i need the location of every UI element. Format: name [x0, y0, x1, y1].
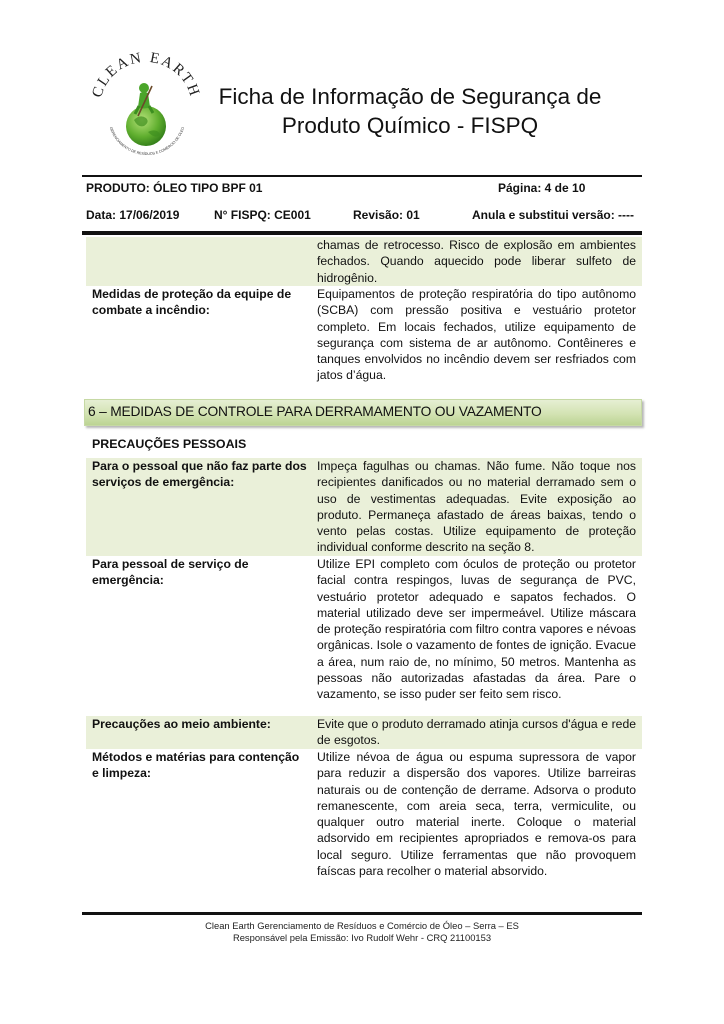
- fispq-number: N° FISPQ: CE001: [214, 208, 311, 222]
- section-title: 6 – MEDIDAS DE CONTROLE PARA DERRAMAMENTO OU VAZAMENTO: [88, 404, 542, 419]
- product-name: PRODUTO: ÓLEO TIPO BPF 01: [86, 181, 263, 195]
- row-label: Para o pessoal que não faz parte dos serviços de emergência:: [92, 459, 307, 490]
- svg-text:GERENCIAMENTO DE RESÍDUOS E CO: GERENCIAMENTO DE RESÍDUOS E COMÉRCIO DE ÓLEO: [108, 126, 186, 157]
- header-thick-divider: [82, 231, 642, 235]
- row-label: Medidas de proteção da equipe de combate a incêndio:: [92, 287, 292, 318]
- table-row: [86, 749, 642, 879]
- document-date: Data: 17/06/2019: [86, 208, 180, 222]
- row-value: Evite que o produto derramado atinja cursos d'água e rede de esgotos.: [317, 717, 636, 748]
- page-number: Página: 4 de 10: [498, 181, 586, 195]
- replaces-version: Anula e substitui versão: ----: [472, 208, 635, 222]
- svg-text:CLEAN EARTH: CLEAN EARTH: [89, 49, 203, 100]
- row-label: Para pessoal de serviço de emergência:: [92, 557, 249, 588]
- row-value: Utilize névoa de água ou espuma supressora de vapor para reduzir a dispersão dos vapores. Utilize barreiras naturais ou de contenção de derrame. Adsorva o produto remanescente, com areia seca, terra, vermiculite, ou qualquer outro material inerte. Coloque o material adsorvido em recipientes apropriados e remova-os para local seguro. Utilize ferramentas que não provoquem faíscas para recolher o material absorvido.: [317, 750, 636, 879]
- table-row: [86, 286, 642, 384]
- footer-divider: [82, 912, 642, 915]
- row-value: Impeça fagulhas ou chamas. Não fume. Não toque nos recipientes danificados ou no material derramado sem o uso de vestimentas adequadas. Evite exposição ao produto. Permaneça afastado de áreas baixas, tendo o vento pelas costas. Utilize equipamento de proteção individual conforme descrito na seção 8.: [317, 459, 636, 555]
- row-label: Precauções ao meio ambiente:: [92, 717, 271, 731]
- title-line-1: Ficha de Informação de Segurança de: [218, 84, 602, 109]
- table-row: [86, 237, 642, 286]
- company-logo: [82, 46, 208, 158]
- table-row: [86, 458, 642, 556]
- header-divider: [82, 175, 642, 177]
- clean-earth-logo-icon: [82, 46, 208, 158]
- footer-company: Clean Earth Gerenciamento de Resíduos e Comércio de Óleo – Serra – ES: [205, 920, 519, 931]
- table-row: [86, 556, 642, 716]
- subheading: PRECAUÇÕES PESSOAIS: [92, 437, 247, 451]
- section-header: [84, 399, 642, 426]
- footer-responsible: Responsável pela Emissão: Ivo Rudolf Wehr - CRQ 21100153: [232, 932, 492, 943]
- row-label: Métodos e matérias para contenção e limpeza:: [92, 750, 300, 781]
- revision-number: Revisão: 01: [353, 208, 420, 222]
- document-title: [200, 82, 620, 140]
- row-value: Equipamentos de proteção respiratória do tipo autônomo (SCBA) com pressão positiva e vestuário protetor completo. Em locais fechados, utilize equipamento de segurança com sistema de ar autônomo. Contêineres e tanques envolvidos no incêndio devem ser resfriados com jatos d’água.: [317, 287, 636, 383]
- title-line-2: Produto Químico - FISPQ: [281, 113, 539, 138]
- row-value: chamas de retrocesso. Risco de explosão em ambientes fechados. Quando aquecido pode liberar sulfeto de hidrogênio.: [317, 238, 636, 285]
- table-row: [86, 716, 642, 749]
- footer: [82, 920, 642, 944]
- row-value: Utilize EPI completo com óculos de proteção ou protetor facial contra respingos, luvas de segurança de PVC, vestuário protetor adequado e sapatos fechados. O material utilizado deve ser impermeável. Utilize máscara de proteção respiratória com filtro contra vapores e névoas orgânicas. Isole o vazamento de fontes de ignição. Evacue a área, num raio de, no mínimo, 50 metros. Mantenha as pessoas não autorizadas afastadas da área. Pare o vazamento, se isso puder ser feito sem risco.: [317, 557, 636, 702]
